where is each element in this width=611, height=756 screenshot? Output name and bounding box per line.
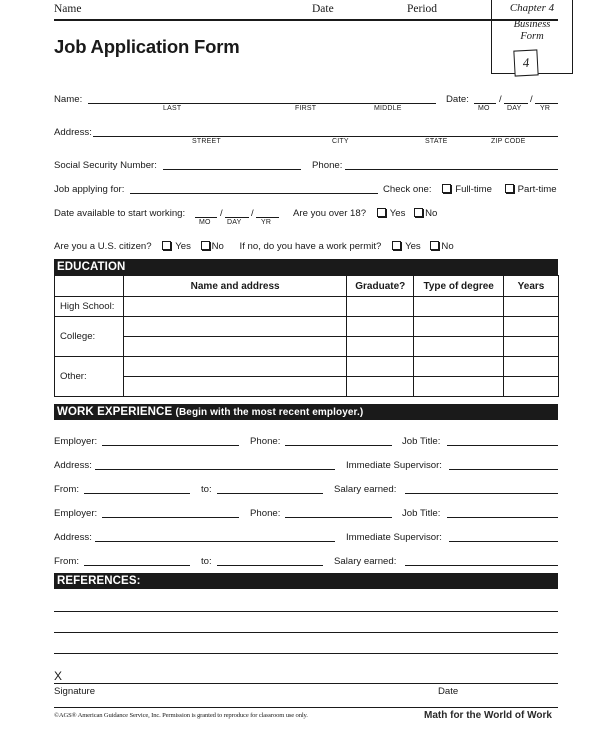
- education-cell[interactable]: [504, 317, 559, 337]
- work-phone-field[interactable]: [285, 445, 392, 446]
- education-cell[interactable]: [123, 317, 346, 337]
- student-date-label: Date: [312, 3, 334, 15]
- to-label: to:: [201, 556, 212, 567]
- citizen-yes-label: Yes: [175, 241, 191, 252]
- over18-group: [293, 208, 447, 219]
- address-sub-street: STREET: [192, 138, 221, 145]
- job-title-label: Job Title:: [402, 508, 441, 519]
- supervisor-label: Immediate Supervisor:: [346, 532, 442, 543]
- signature-field[interactable]: [54, 683, 558, 684]
- permit-yes-option[interactable]: [392, 241, 421, 252]
- date-label: Date:: [446, 94, 469, 105]
- address-sub-city: CITY: [332, 138, 349, 145]
- student-date-field[interactable]: [338, 3, 403, 15]
- address-sub-zip: ZIP CODE: [491, 138, 526, 145]
- chapter-box: [491, 0, 573, 74]
- to-label: to:: [201, 484, 212, 495]
- to-field[interactable]: [217, 493, 323, 494]
- job-applying-field[interactable]: [130, 193, 378, 194]
- education-cell[interactable]: [414, 317, 504, 337]
- education-col-header: Name and address: [123, 276, 346, 297]
- start-sub-day: DAY: [227, 219, 242, 226]
- reference-line[interactable]: [54, 611, 558, 612]
- employer-field[interactable]: [102, 517, 239, 518]
- job-applying-label: Job applying for:: [54, 184, 125, 195]
- citizen-no-label: No: [211, 241, 224, 252]
- name-sub-middle: MIDDLE: [374, 105, 402, 112]
- references-title: REFERENCES:: [57, 575, 141, 587]
- over18-yes-checkbox[interactable]: [377, 208, 386, 217]
- from-field[interactable]: [84, 565, 190, 566]
- education-cell[interactable]: [414, 377, 504, 397]
- education-row-label: Other:: [55, 357, 124, 397]
- education-cell[interactable]: [347, 337, 414, 357]
- student-name-label: Name: [54, 3, 82, 15]
- job-title-field[interactable]: [447, 517, 558, 518]
- permit-yes-checkbox[interactable]: [392, 241, 401, 250]
- signature-mark: X: [54, 669, 63, 683]
- education-cell[interactable]: [347, 377, 414, 397]
- education-cell[interactable]: [504, 357, 559, 377]
- permit-no-label: No: [441, 241, 454, 252]
- work-address-field[interactable]: [95, 469, 335, 470]
- table-row: [55, 377, 559, 397]
- student-name-field[interactable]: [80, 3, 305, 15]
- education-cell[interactable]: [347, 317, 414, 337]
- education-col-header: Type of degree: [414, 276, 504, 297]
- name-field[interactable]: [88, 103, 436, 104]
- date-month-field[interactable]: [474, 103, 496, 104]
- table-row: [55, 317, 559, 337]
- salary-label: Salary earned:: [334, 556, 397, 567]
- education-table: [54, 275, 559, 397]
- table-row: [55, 297, 559, 317]
- date-day-field[interactable]: [504, 103, 528, 104]
- to-field[interactable]: [217, 565, 323, 566]
- date-sub-yr: YR: [540, 105, 551, 112]
- permit-yes-label: Yes: [405, 241, 421, 252]
- from-label: From:: [54, 556, 80, 567]
- reference-line[interactable]: [54, 653, 558, 654]
- check-one-label: Check one:: [383, 184, 432, 195]
- work-title: WORK EXPERIENCE: [57, 406, 173, 418]
- education-cell[interactable]: [414, 357, 504, 377]
- citizen-yes-option[interactable]: [162, 241, 191, 252]
- name-label: Name:: [54, 94, 83, 105]
- citizen-no-checkbox[interactable]: [201, 241, 210, 250]
- supervisor-field[interactable]: [449, 541, 558, 542]
- education-title: EDUCATION: [57, 261, 126, 273]
- education-cell[interactable]: [123, 357, 346, 377]
- start-year-field[interactable]: [256, 217, 279, 218]
- table-row: [55, 337, 559, 357]
- citizen-label: Are you a U.S. citizen?: [54, 241, 152, 252]
- signature-date-label: Date: [438, 686, 459, 697]
- citizen-group: [54, 241, 464, 252]
- education-col-header: Years: [504, 276, 559, 297]
- citizen-yes-checkbox[interactable]: [162, 241, 171, 250]
- over18-yes-option[interactable]: [377, 208, 406, 219]
- address-label: Address:: [54, 127, 92, 138]
- education-cell[interactable]: [504, 337, 559, 357]
- form-number-badge: 4: [513, 49, 538, 76]
- supervisor-field[interactable]: [449, 469, 558, 470]
- education-cell[interactable]: [347, 297, 414, 317]
- education-row-label: High School:: [55, 297, 124, 317]
- over18-no-option[interactable]: [414, 208, 437, 219]
- address-field[interactable]: [93, 136, 558, 137]
- part-time-label: Part-time: [517, 184, 557, 195]
- education-section-header: [54, 259, 558, 275]
- from-field[interactable]: [84, 493, 190, 494]
- work-phone-label: Phone:: [250, 508, 281, 519]
- salary-field[interactable]: [405, 565, 558, 566]
- date-separator: /: [499, 94, 502, 105]
- signature-label: Signature: [54, 686, 96, 697]
- work-address-label: Address:: [54, 532, 92, 543]
- permit-label: If no, do you have a work permit?: [239, 241, 382, 252]
- education-cell[interactable]: [504, 377, 559, 397]
- education-header-row: [55, 276, 559, 297]
- job-title-field[interactable]: [447, 445, 558, 446]
- student-period-field[interactable]: [445, 3, 490, 15]
- permit-no-checkbox[interactable]: [430, 241, 439, 250]
- education-col-header: Graduate?: [347, 276, 414, 297]
- education-cell[interactable]: [123, 377, 346, 397]
- part-time-checkbox[interactable]: [505, 184, 514, 193]
- phone-label: Phone:: [312, 160, 343, 171]
- citizen-no-option[interactable]: [201, 241, 224, 252]
- permit-no-option[interactable]: [430, 241, 453, 252]
- full-time-label: Full-time: [455, 184, 492, 195]
- employer-field[interactable]: [102, 445, 239, 446]
- employer-label: Employer:: [54, 436, 98, 447]
- references-section-header: [54, 573, 558, 589]
- over18-label: Are you over 18?: [293, 208, 367, 219]
- education-cell[interactable]: [347, 357, 414, 377]
- over18-no-label: No: [425, 208, 438, 219]
- education-cell[interactable]: [123, 337, 346, 357]
- education-cell[interactable]: [504, 297, 559, 317]
- education-cell[interactable]: [123, 297, 346, 317]
- supervisor-label: Immediate Supervisor:: [346, 460, 442, 471]
- employer-label: Employer:: [54, 508, 98, 519]
- date-sub-day: DAY: [507, 105, 522, 112]
- work-phone-label: Phone:: [250, 436, 281, 447]
- job-title-label: Job Title:: [402, 436, 441, 447]
- business-form-label-1: Business: [513, 19, 551, 30]
- date-separator: /: [530, 94, 533, 105]
- ssn-field[interactable]: [163, 169, 301, 170]
- from-label: From:: [54, 484, 80, 495]
- name-sub-last: LAST: [163, 105, 182, 112]
- education-cell[interactable]: [414, 297, 504, 317]
- salary-label: Salary earned:: [334, 484, 397, 495]
- salary-field[interactable]: [405, 493, 558, 494]
- education-cell[interactable]: [414, 337, 504, 357]
- part-time-option[interactable]: [505, 184, 557, 195]
- start-month-field[interactable]: [195, 217, 217, 218]
- over18-no-checkbox[interactable]: [414, 208, 423, 217]
- header-rule: [54, 19, 558, 21]
- date-year-field[interactable]: [535, 103, 558, 104]
- business-form-label-2: Form: [520, 31, 544, 42]
- address-sub-state: STATE: [425, 138, 448, 145]
- over18-yes-label: Yes: [389, 208, 406, 219]
- chapter-label: Chapter 4: [509, 2, 555, 14]
- name-sub-first: FIRST: [295, 105, 317, 112]
- reference-line[interactable]: [54, 632, 558, 633]
- work-phone-field[interactable]: [285, 517, 392, 518]
- table-row: [55, 357, 559, 377]
- work-note: (Begin with the most recent employer.): [175, 407, 364, 418]
- footer-rule: [54, 707, 558, 708]
- full-time-option[interactable]: [442, 184, 492, 195]
- phone-field[interactable]: [345, 169, 558, 170]
- date-separator: /: [220, 208, 223, 219]
- work-address-field[interactable]: [95, 541, 335, 542]
- date-sub-mo: MO: [478, 105, 490, 112]
- ssn-label: Social Security Number:: [54, 160, 157, 171]
- date-separator: /: [251, 208, 254, 219]
- education-row-label: College:: [55, 317, 124, 357]
- full-time-checkbox[interactable]: [442, 184, 451, 193]
- page-title: Job Application Form: [54, 36, 240, 57]
- start-sub-yr: YR: [261, 219, 272, 226]
- start-sub-mo: MO: [199, 219, 211, 226]
- copyright-text: ©AGS® American Guidance Service, Inc. Permission is granted to reproduce for classroom use only.: [54, 712, 308, 719]
- work-section-header: [54, 404, 558, 420]
- job-type-group: [383, 184, 557, 195]
- start-date-label: Date available to start working:: [54, 208, 186, 219]
- book-title: Math for the World of Work: [424, 710, 552, 721]
- start-day-field[interactable]: [225, 217, 249, 218]
- education-col-header: [55, 276, 124, 297]
- work-address-label: Address:: [54, 460, 92, 471]
- student-period-label: Period: [407, 3, 438, 15]
